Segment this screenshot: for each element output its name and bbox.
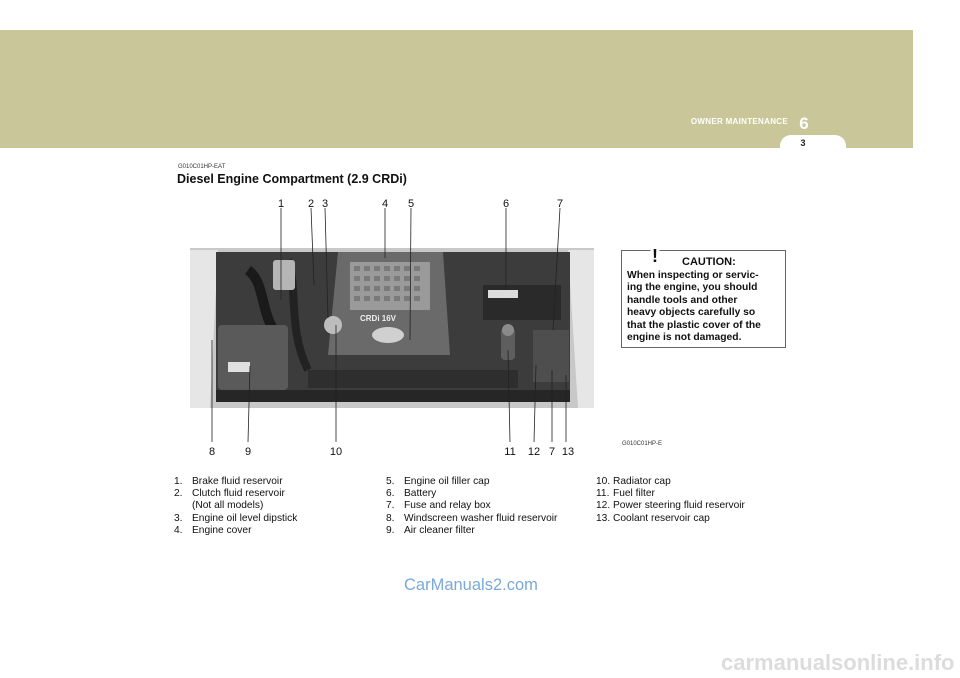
callout-6: 6 <box>502 198 510 210</box>
callout-3: 3 <box>321 198 329 210</box>
list-item: 12. Power steering fluid reservoir <box>596 500 745 512</box>
list-item: 10. Radiator cap <box>596 476 671 487</box>
list-item: 11. Fuel filter <box>596 488 655 500</box>
page-title: Diesel Engine Compartment (2.9 CRDi) <box>177 172 407 186</box>
list-item: 1. Brake fluid reservoir <box>174 476 283 487</box>
caution-line: heavy objects carefully so <box>627 307 756 319</box>
list-item: 8. Windscreen washer fluid reservoir <box>386 512 558 524</box>
caution-line: handle tools and other <box>627 294 738 306</box>
list-item: (Not all models) <box>192 500 264 512</box>
page-number: 3 <box>800 138 806 148</box>
engine-photo <box>190 248 594 408</box>
list-item: 7. Fuse and relay box <box>386 500 491 512</box>
list-item: 2. Clutch fluid reservoir <box>174 488 285 500</box>
list-item: 13. Coolant reservoir cap <box>596 512 710 524</box>
caution-title: CAUTION: <box>682 256 736 268</box>
caution-box <box>621 246 786 348</box>
caution-line: that the plastic cover of the <box>627 319 761 331</box>
engine-compartment-figure <box>188 190 598 460</box>
legend-column-1 <box>174 476 297 537</box>
callout-8: 8 <box>208 446 216 458</box>
caution-line: engine is not damaged. <box>627 332 742 344</box>
caution-text <box>627 270 780 344</box>
caution-line: When inspecting or servic- <box>627 270 759 281</box>
warning-triangle-icon <box>642 243 668 265</box>
list-item: 9. Air cleaner filter <box>386 524 475 536</box>
caution-line: ing the engine, you should <box>627 282 758 294</box>
list-item: 5. Engine oil filler cap <box>386 476 490 487</box>
legend-column-3 <box>596 476 745 525</box>
list-item: 3. Engine oil level dipstick <box>174 512 298 524</box>
figure-code: G010C01HP-E <box>622 441 663 447</box>
section-title: OWNER MAINTENANCE <box>690 117 788 126</box>
legend-column-2 <box>386 476 557 537</box>
callout-9: 9 <box>244 446 252 458</box>
callout-7-bottom: 7 <box>548 446 556 458</box>
engine-badge: CRDi 16V <box>360 314 397 323</box>
section-code: G010C01HP-EAT <box>178 164 226 170</box>
callout-7-top: 7 <box>556 198 564 210</box>
callout-11: 11 <box>504 446 516 458</box>
callout-5: 5 <box>407 198 415 210</box>
list-item: 4. Engine cover <box>174 524 252 536</box>
chapter-number: 6 <box>799 114 809 133</box>
callout-12: 12 <box>527 446 541 458</box>
watermark-carmanualsonline[interactable]: carmanualsonline.info <box>721 650 955 675</box>
callout-2: 2 <box>307 198 315 210</box>
callout-10: 10 <box>329 446 343 458</box>
svg-text:!: ! <box>652 246 658 265</box>
watermark-carmanuals2[interactable]: CarManuals2.com <box>404 576 538 594</box>
callout-1: 1 <box>277 198 285 210</box>
list-item: 6. Battery <box>386 488 437 500</box>
header-band <box>0 30 913 148</box>
callout-4: 4 <box>381 198 389 210</box>
callout-13: 13 <box>561 446 575 458</box>
